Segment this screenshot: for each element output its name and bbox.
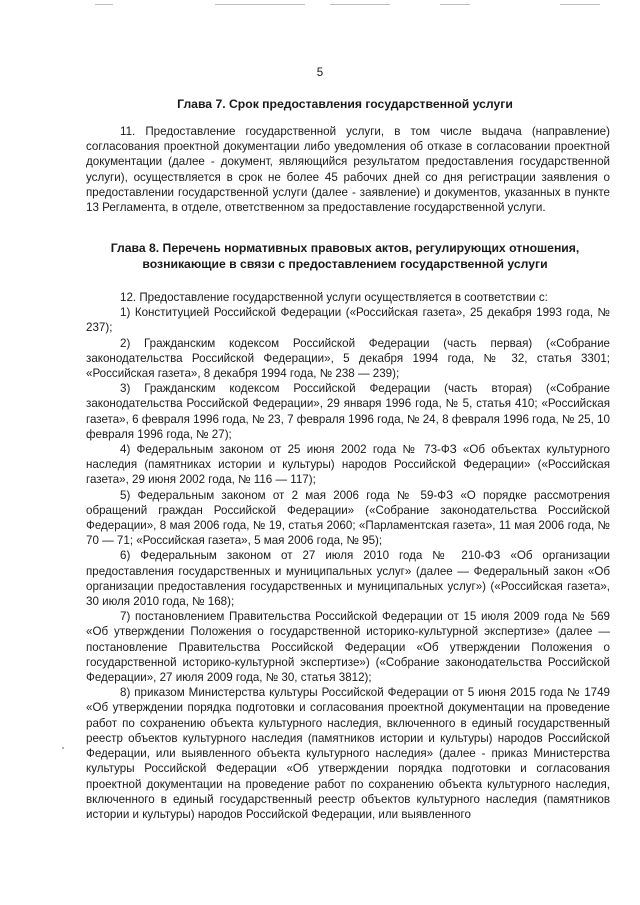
scan-artifact bbox=[62, 747, 64, 749]
scan-artifact bbox=[215, 4, 305, 5]
list-item: 5) Федеральным законом от 2 мая 2006 года № 59-ФЗ «О порядке рассмотрения обращений граждан Российской Федерации» («Собрание законодательства Российской Федерации», 8 мая 2006 года, № 19, статья 2060; «Парламентская газета», 11 мая 2006 года, № 70 — 71; «Российская газета», 5 мая 2006 года, № 95); bbox=[86, 488, 610, 548]
list-item: 4) Федеральным законом от 25 июня 2002 года № 73-ФЗ «Об объектах культурного наследия (памятниках истории и культуры) народов Российской Федерации» («Российская газета», 29 июня 2002 года, № 116 — 117); bbox=[86, 443, 610, 487]
scan-artifact bbox=[440, 4, 470, 5]
list-item: 3) Гражданским кодексом Российской Федерации (часть вторая) («Собрание законодательства Российской Федерации», 29 января 1996 года, № 5, статья 410; «Российская газета», 6 февраля 1996 года, № 23, 7 февраля 1996 года, № 24, 8 февраля 1996 года, № 25, 10 февраля 1996 года, № 27); bbox=[86, 382, 610, 441]
chapter-8-body bbox=[86, 290, 610, 822]
chapter-7-title: Глава 7. Срок предоставления государственной услуги bbox=[177, 97, 513, 111]
list-item: 8) приказом Министерства культуры Российской Федерации от 5 июня 2015 года № 1749 «Об утверждении порядка подготовки и согласования проектной документации на проведение работ по сохранению объекта культурного наследия, включенного в единый государственный реестр объектов культурного наследия (памятников истории и культуры) народов Российской Федерации, или выявленного объекта культурного наследия» (далее - приказ Министерства культуры Российской Федерации «Об утверждении порядка подготовки и согласования проектной документации на проведение работ по сохранению объекта культурного наследия, включенного в единый государственный реестр объектов культурного наследия (памятников истории и культуры) народов Российской Федерации, или выявленного bbox=[86, 686, 610, 821]
scan-artifact bbox=[560, 4, 600, 5]
page-number: 5 bbox=[316, 67, 324, 79]
list-item: 1) Конституцией Российской Федерации («Российская газета», 25 декабря 1993 года, № 237); bbox=[86, 306, 610, 335]
chapter-7-paragraph: 11. Предоставление государственной услуги, в том числе выдача (направление) согласования проектной документации либо уведомления об отказе в согласовании проектной документации (далее - документ, являющийся результатом предоставления государственной услуги), осуществляется в срок не более 45 рабочих дней со дня регистрации заявления о предоставлении государственной услуги (далее - заявление) и документов, указанных в пункте 13 Регламента, в отделе, ответственном за предоставление государственной услуги. bbox=[86, 125, 610, 215]
list-item: 2) Гражданским кодексом Российской Федерации (часть первая) («Собрание законодательства Российской Федерации», 5 декабря 1994 года, № 32, статья 3301; «Российская газета», 8 декабря 1994 года, № 238 — 239); bbox=[86, 336, 610, 381]
list-item: 6) Федеральным законом от 27 июля 2010 года № 210-ФЗ «Об организации предоставления государственных и муниципальных услуг» (далее — Федеральный закон «Об организации предоставления государственных и муниципальных услуг») («Российская газета», 30 июля 2010 года, № 168); bbox=[86, 549, 610, 609]
scan-artifact bbox=[95, 4, 113, 5]
scan-artifact bbox=[330, 4, 390, 5]
chapter-8-intro: 12. Предоставление государственной услуги осуществляется в соответствии с: bbox=[120, 291, 548, 304]
chapter-8-title: Глава 8. Перечень нормативных правовых актов, регулирующих отношения, возникающие в связи с предоставлением государственной услуги bbox=[110, 241, 580, 271]
list-item: 7) постановлением Правительства Российской Федерации от 15 июля 2009 года № 569 «Об утверждении Положения о государственной историко-культурной экспертизе» (далее — постановление Правительства Российской Федерации «Об утверждении Положения о государственной историко-культурной экспертизе») («Собрание законодательства Российской Федерации», 27 июля 2009 года, № 30, статья 3812); bbox=[86, 610, 610, 685]
